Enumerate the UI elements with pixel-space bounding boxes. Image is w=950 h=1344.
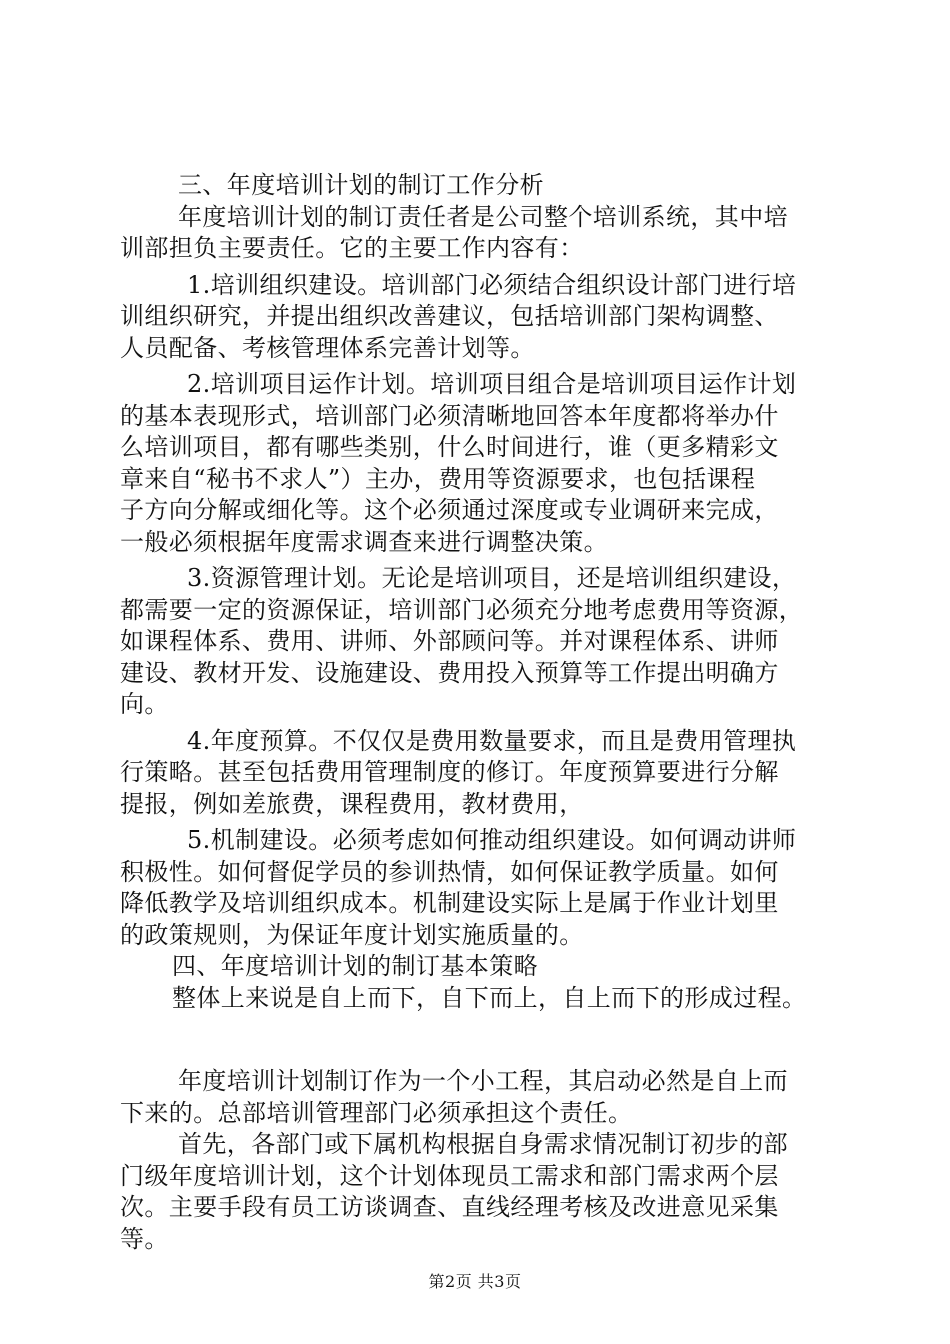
paragraph-line: 子方向分解或细化等。这个必须通过深度或专业调研来完成， (120, 496, 779, 524)
paragraph-line: 训部担负主要责任。它的主要工作内容有： (120, 234, 584, 262)
paragraph-line: 降低教学及培训组织成本。机制建设实际上是属于作业计划里 (120, 889, 779, 917)
paragraph-line: 向。 (120, 690, 169, 718)
paragraph-line: 的基本表现形式，培训部门必须清晰地回答本年度都将举办什 (120, 401, 779, 430)
paragraph-line: 下来的。总部培训管理部门必须承担这个责任。 (120, 1098, 633, 1127)
page-footer: 第2页 共3页 (428, 1272, 522, 1291)
paragraph-line: 如课程体系、费用、讲师、外部顾问等。并对课程体系、讲师 (120, 627, 779, 655)
paragraph-line: 年度培训计划的制订责任者是公司整个培训系统，其中培 (178, 202, 788, 231)
paragraph-line: 人员配备、考核管理体系完善计划等。 (120, 333, 535, 362)
list-item-line: 5.机制建设。必须考虑如何推动组织建设。如何调动讲师 (187, 826, 797, 854)
paragraph-line: 一般必须根据年度需求调查来进行调整决策。 (120, 527, 608, 556)
list-item-line: 1.培训组织建设。培训部门必须结合组织设计部门进行培 (187, 270, 797, 299)
paragraph-line: 整体上来说是自上而下，自下而上，自上而下的形成过程。 (172, 983, 807, 1012)
list-item-line: 3.资源管理计划。无论是培训项目，还是培训组织建设， (187, 564, 797, 592)
paragraph-line: 训组织研究，并提出组织改善建议，包括培训部门架构调整、 (120, 302, 779, 330)
paragraph-line: 么培训项目，都有哪些类别，什么时间进行，谁（更多精彩文 (120, 433, 779, 461)
paragraph-line: 都需要一定的资源保证，培训部门必须充分地考虑费用等资源， (120, 595, 804, 624)
paragraph-line: 章来自“秘书不求人”）主办，费用等资源要求，也包括课程 (120, 464, 756, 493)
paragraph-line: 行策略。甚至包括费用管理制度的修订。年度预算要进行分解 (120, 758, 779, 786)
section-heading-4: 四、年度培训计划的制订基本策略 (172, 952, 538, 980)
list-item-line: 2.培训项目运作计划。培训项目组合是培训项目运作计划 (187, 370, 797, 398)
paragraph-line: 等。 (120, 1224, 169, 1253)
paragraph-line: 次。主要手段有员工访谈调查、直线经理考核及改进意见采集 (120, 1193, 779, 1221)
document-body (120, 170, 835, 1255)
section-heading-3: 三、年度培训计划的制订工作分析 (178, 171, 544, 199)
paragraph-line: 年度培训计划制订作为一个小工程，其启动必然是自上而 (178, 1067, 788, 1095)
paragraph-line: 的政策规则，为保证年度计划实施质量的。 (120, 920, 584, 949)
paragraph-line: 首先，各部门或下属机构根据自身需求情况制订初步的部 (178, 1130, 788, 1158)
list-item-line: 4.年度预算。不仅仅是费用数量要求，而且是费用管理执 (187, 726, 797, 755)
paragraph-line: 建设、教材开发、设施建设、费用投入预算等工作提出明确方 (120, 658, 779, 687)
paragraph-line: 门级年度培训计划，这个计划体现员工需求和部门需求两个层 (120, 1161, 779, 1190)
paragraph-line: 积极性。如何督促学员的参训热情，如何保证教学质量。如何 (120, 857, 779, 886)
paragraph-line: 提报，例如差旅费，课程费用，教材费用， (120, 789, 584, 818)
